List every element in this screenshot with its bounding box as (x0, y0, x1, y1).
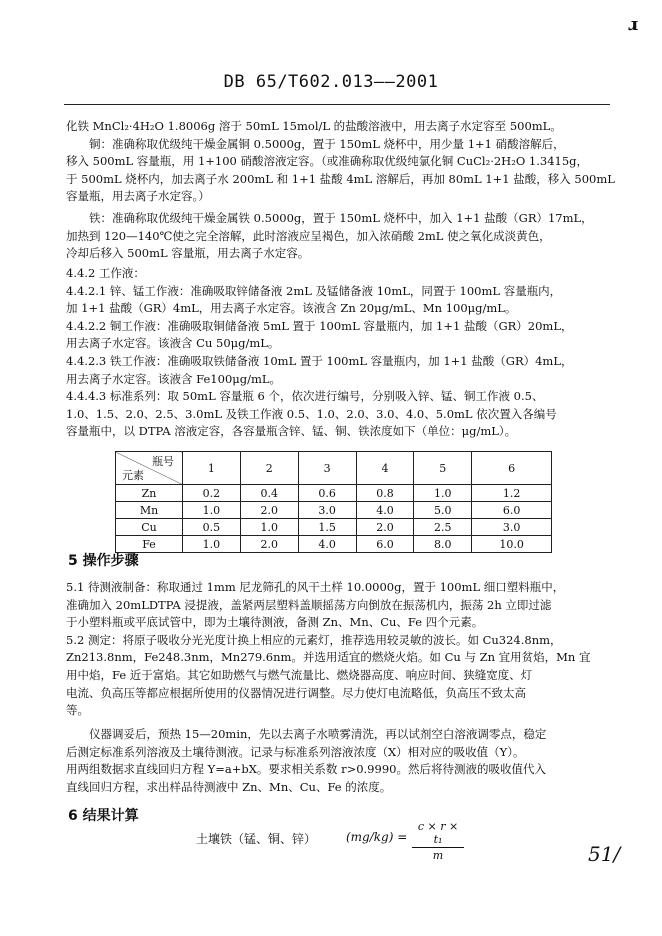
text-line: 1.0、1.5、2.0、2.5、3.0mL 及铁工作液 0.5、1.0、2.0、3.0、4.0、5.0mL 依次置入各编号 (66, 406, 557, 421)
table-cell: 1.0 (183, 536, 241, 553)
paragraph-mn-cu (66, 118, 615, 206)
table-cell: 0.4 (240, 485, 298, 502)
paragraph-instrument-adjust (66, 726, 612, 796)
table-cell: 1.5 (298, 519, 356, 536)
table-cell: 2.0 (240, 502, 298, 519)
table-cell: 8.0 (414, 536, 472, 553)
table-cell: 3.0 (298, 502, 356, 519)
section-heading-5: 5 操作步骤 (68, 553, 139, 569)
table-cell: 10.0 (472, 536, 552, 553)
text-line: 用去离子水定容。该液含 Fe100μg/mL。 (66, 371, 282, 386)
table-cell: 3.0 (472, 519, 552, 536)
table-cell: 1.2 (472, 485, 552, 502)
table-cell: 2.0 (240, 536, 298, 553)
formula-numerator: c × r × t₁ (417, 820, 459, 846)
table-cell: 4.0 (298, 536, 356, 553)
column-header: 3 (298, 452, 356, 485)
table-cell: 4.0 (356, 502, 414, 519)
table-cell: 1.0 (183, 502, 241, 519)
column-header: 6 (472, 452, 552, 485)
text-line: 等。 (66, 703, 89, 718)
corner-label-element: 元素 (122, 469, 144, 482)
header-rule (64, 104, 610, 105)
text-line: 于小塑料瓶或平底试管中，即为土壤待测液，备测 Zn、Mn、Cu、Fe 四个元素。 (66, 615, 484, 630)
text-line: 4.4.2.1 锌、锰工作液：准确吸取锌储备液 2mL 及锰储备液 10mL，同置于 100mL 容量瓶内， (66, 283, 562, 298)
text-line: 容量瓶，用去离子水定容。） (66, 189, 210, 204)
table-cell: 6.0 (472, 502, 552, 519)
table-row (116, 502, 552, 519)
text-line: 加 1+1 盐酸（GR）4mL，用去离子水定容。该液含 Zn 20μg/mL、Mn 100μg/mL。 (66, 301, 517, 316)
table-cell: 1.0 (414, 485, 472, 502)
text-line: Zn213.8nm，Fe248.3nm，Mn279.6nm。并选用适宜的燃烧火焰。如 Cu 与 Zn 宜用贫焰，Mn 宜 (66, 650, 591, 665)
formula-unit: (mg/kg) = (346, 830, 408, 844)
paragraph-fe (66, 210, 612, 263)
row-element: Mn (116, 502, 183, 519)
text-line: 用两组数据求直线回归方程 Y=a+bX。要求相关系数 r>0.9990。然后将待测液的吸收值代入 (66, 762, 546, 777)
table-cell: 0.6 (298, 485, 356, 502)
text-line: 于 500mL 烧杯内，加去离子水 200mL 和 1+1 盐酸 4mL 溶解后，再加 80mL 1+1 盐酸，移入 500mL (66, 171, 615, 186)
text-line: 5.2 测定：将原子吸收分光光度计换上相应的元素灯，推荐选用较灵敏的波长。如 Cu324.8nm， (66, 632, 562, 647)
table-row (116, 485, 552, 502)
text-line: 铜：准确称取优级纯干燥金属铜 0.5000g，置于 150mL 烧杯中，用少量 1+1 硝酸溶解后， (66, 136, 565, 151)
text-line: 准确加入 20mLDTPA 浸提液，盖紧两层塑料盖顺摇荡方向倒放在振荡机内，振荡 2h 立即过滤 (66, 597, 552, 612)
table-cell: 1.0 (240, 519, 298, 536)
paragraph-working-solutions (66, 265, 612, 441)
column-header: 2 (240, 452, 298, 485)
formula-label: 土壤铁（锰、铜、锌） (196, 832, 317, 846)
table-header-row (116, 452, 552, 485)
paragraph-operations (66, 579, 612, 720)
table-row (116, 536, 552, 553)
table-row (116, 519, 552, 536)
table-corner-cell (116, 452, 183, 485)
text-line: 仪器调妥后，预热 15—20min，先以去离子水喷雾清洗，再以试剂空白溶液调零点，稳定 (66, 727, 547, 741)
document-header: DB 65/T602.013——2001 (223, 72, 439, 92)
text-line: 化铁 MnCl₂·4H₂O 1.8006g 溶于 50mL 15mol/L 的盐酸溶液中，用去离子水定容至 500mL。 (66, 119, 562, 133)
row-element: Zn (116, 485, 183, 502)
text-line: 5.1 待测液制备：称取通过 1mm 尼龙筛孔的风干土样 10.0000g，置于 100mL 细口塑料瓶中， (66, 580, 565, 594)
corner-mark: ɹ (628, 14, 639, 35)
corner-label-bottle: 瓶号 (152, 455, 174, 468)
table-cell: 0.5 (183, 519, 241, 536)
row-element: Fe (116, 536, 183, 553)
concentration-table (115, 451, 552, 553)
page-signature: 51/ (588, 842, 621, 866)
column-header: 1 (183, 452, 241, 485)
column-header: 5 (414, 452, 472, 485)
text-line: 移入 500mL 容量瓶，用 1+100 硝酸溶液定容。（或准确称取优级纯氯化铜 CuCl₂·2H₂O 1.3415g， (66, 154, 589, 169)
text-line: 直线回归方程，求出样品待测液中 Zn、Mn、Cu、Fe 的浓度。 (66, 779, 392, 794)
text-line: 4.4.4.3 标准系列：取 50mL 容量瓶 6 个，依次进行编号，分别吸入锌、锰、铜工作液 0.5、 (66, 389, 544, 404)
table-cell: 2.5 (414, 519, 472, 536)
formula-denominator: m (432, 849, 444, 862)
text-line: 4.4.2.3 铁工作液：准确吸取铁储备液 10mL 置于 100mL 容量瓶内，加 1+1 盐酸（GR）4mL， (66, 353, 573, 368)
text-line: 电流、负高压等都应根据所使用的仪器情况进行调整。尽力使灯电流略低，负高压不致太高 (66, 685, 526, 700)
text-line: 用去离子水定容。该液含 Cu 50μg/mL。 (66, 336, 280, 351)
text-line: 4.4.2 工作液： (66, 266, 145, 280)
table-cell: 0.2 (183, 485, 241, 502)
row-element: Cu (116, 519, 183, 536)
text-line: 冷却后移入 500mL 容量瓶，用去离子水定容。 (66, 246, 310, 261)
text-line: 加热到 120—140℃使之完全溶解，此时溶液应呈褐色，加入浓硝酸 2mL 使之氧化成淡黄色， (66, 228, 551, 243)
text-line: 后测定标准系列溶液及土壤待测液。记录与标准系列溶液浓度（X）相对应的吸收值（Y）。 (66, 744, 525, 759)
text-line: 用中焰，Fe 近于富焰。其它如助燃气与燃气流量比、燃烧器高度、响应时间、狭缝宽度、灯 (66, 667, 533, 682)
table-cell: 5.0 (414, 502, 472, 519)
formula-fraction (412, 820, 464, 862)
text-line: 4.4.2.2 铜工作液：准确吸取铜储备液 5mL 置于 100mL 容量瓶内，加 1+1 盐酸（GR）20mL， (66, 318, 573, 333)
fraction-bar (412, 847, 464, 848)
table-cell: 0.8 (356, 485, 414, 502)
text-line: 铁：准确称取优级纯干燥金属铁 0.5000g，置于 150mL 烧杯中，加入 1+1 盐酸（GR）17mL， (66, 211, 593, 225)
section-heading-6: 6 结果计算 (68, 808, 139, 824)
column-header: 4 (356, 452, 414, 485)
table-cell: 2.0 (356, 519, 414, 536)
table-cell: 6.0 (356, 536, 414, 553)
text-line: 容量瓶中，以 DTPA 溶液定容，各容量瓶含锌、锰、铜、铁浓度如下（单位：μg/mL）。 (66, 424, 517, 439)
